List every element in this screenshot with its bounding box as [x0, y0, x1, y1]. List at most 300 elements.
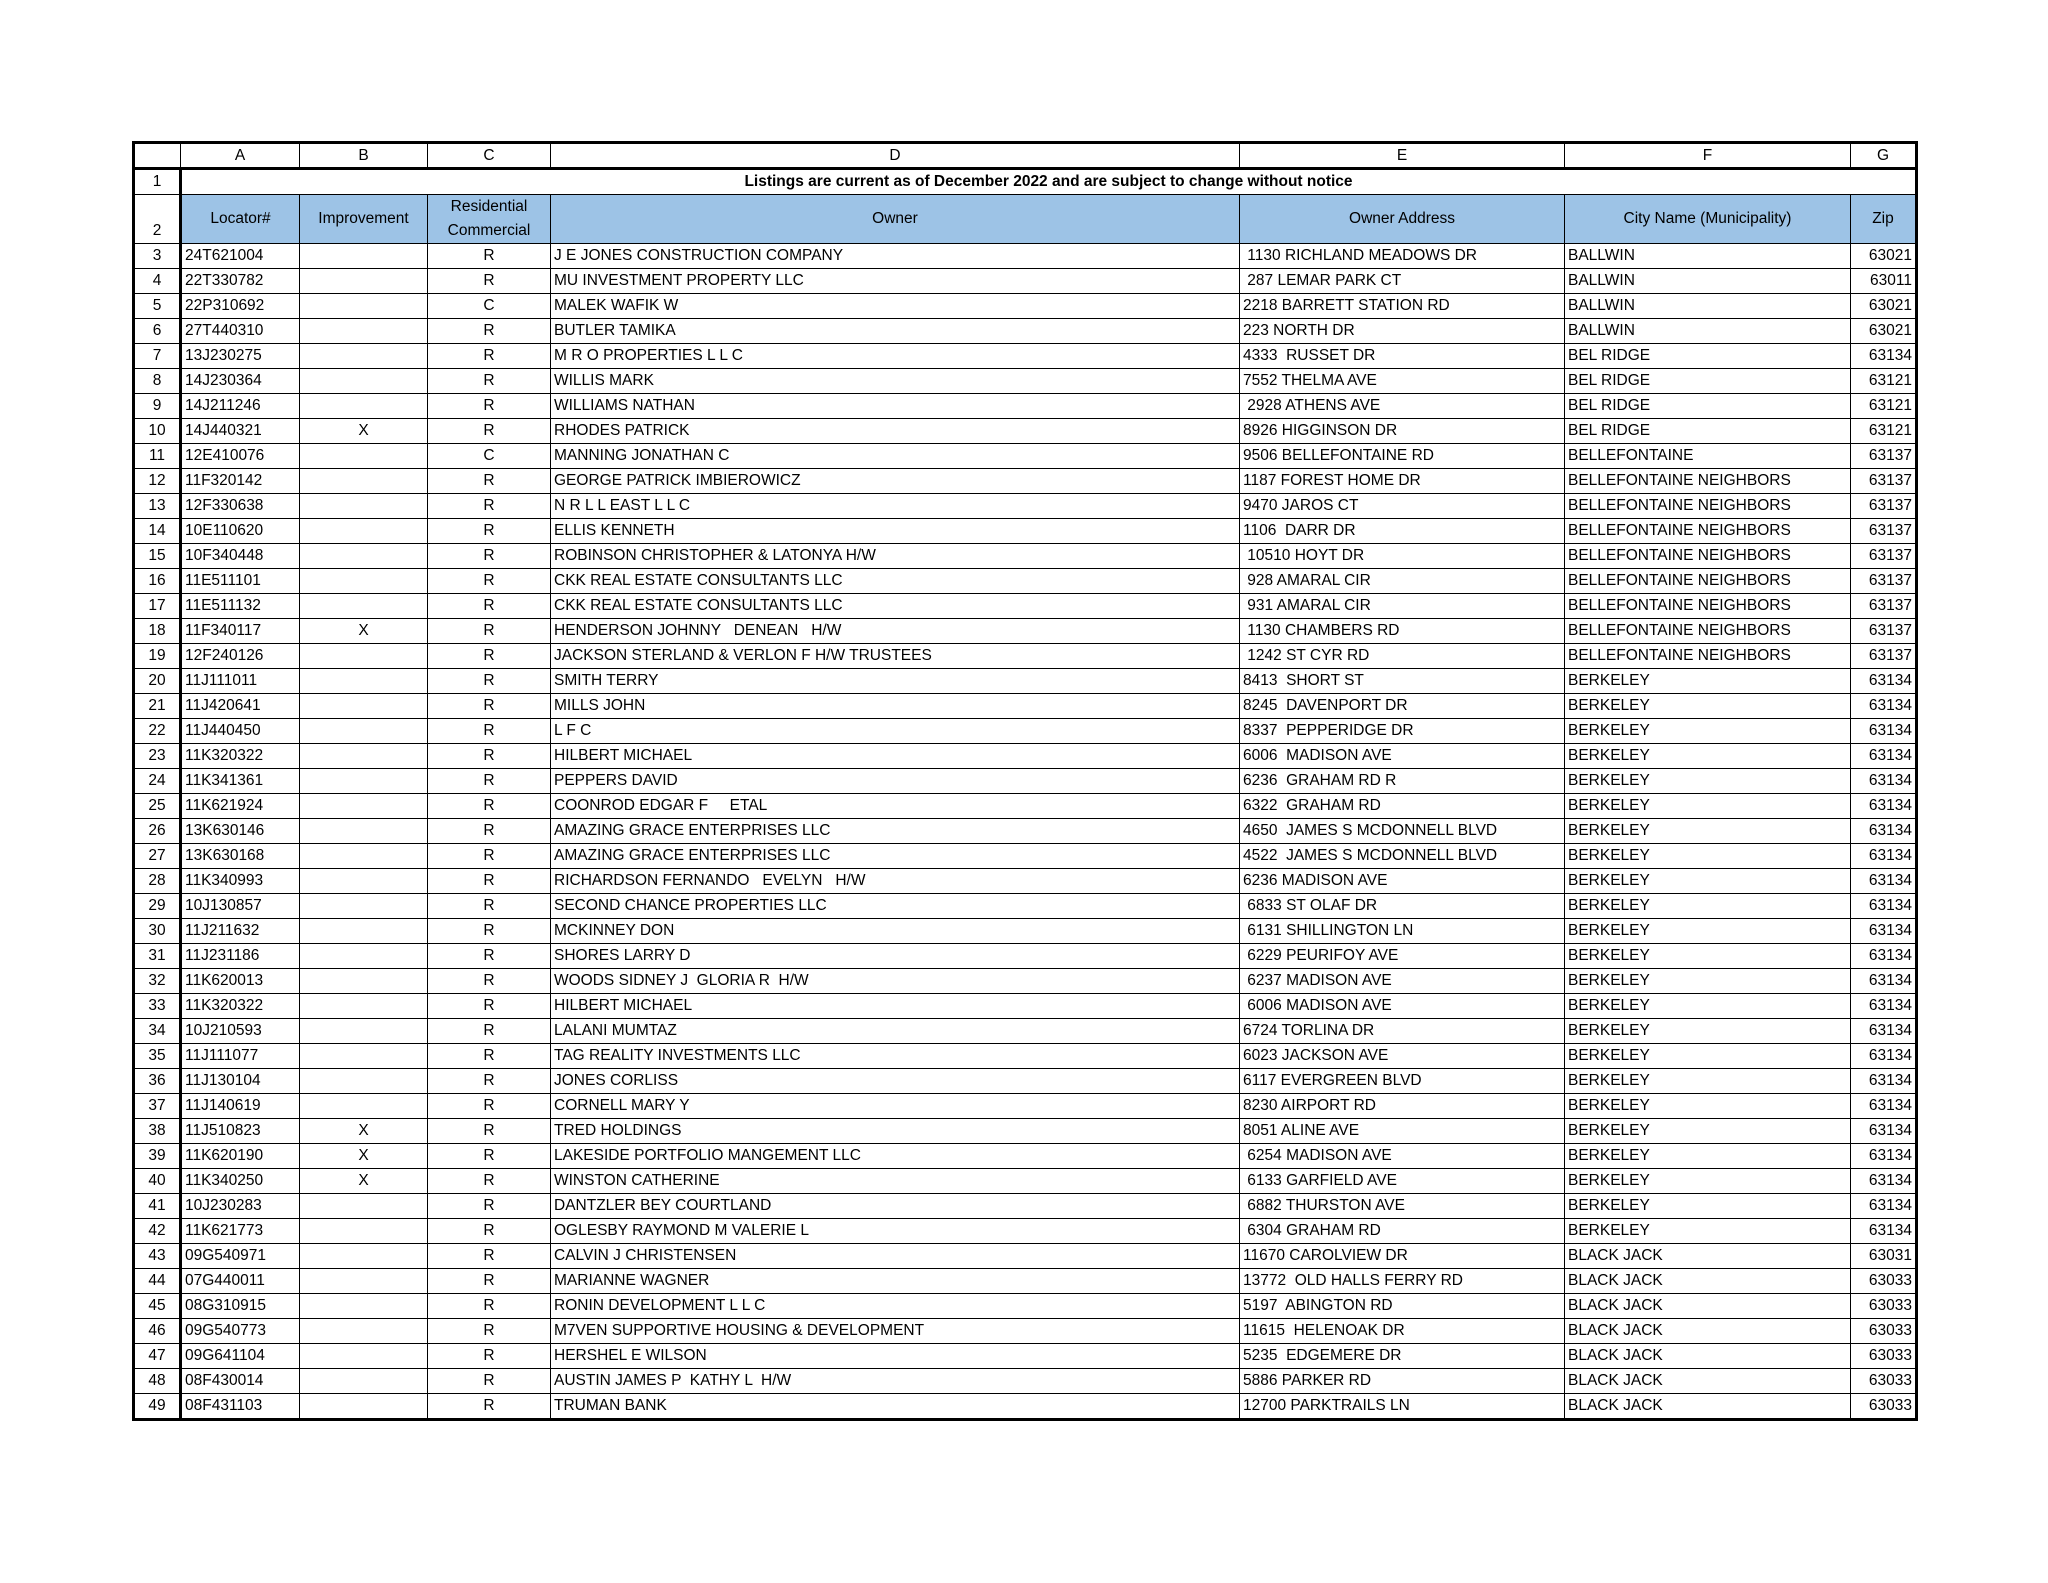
row-number[interactable]: 19: [134, 644, 181, 669]
city-cell[interactable]: BELLEFONTAINE NEIGHBORS: [1565, 594, 1851, 619]
city-cell[interactable]: BERKELEY: [1565, 1019, 1851, 1044]
zip-cell[interactable]: 63134: [1851, 1094, 1917, 1119]
res-com-cell[interactable]: R: [428, 669, 551, 694]
row-number[interactable]: 2: [134, 195, 181, 244]
column-letter-g[interactable]: G: [1851, 143, 1917, 169]
city-cell[interactable]: BERKELEY: [1565, 794, 1851, 819]
owner-address-cell[interactable]: 6006 MADISON AVE: [1240, 744, 1565, 769]
owner-cell[interactable]: SMITH TERRY: [551, 669, 1240, 694]
improvement-cell[interactable]: [300, 694, 428, 719]
row-number[interactable]: 42: [134, 1219, 181, 1244]
header-residential-commercial[interactable]: [428, 195, 551, 244]
city-cell[interactable]: BEL RIDGE: [1565, 369, 1851, 394]
improvement-cell[interactable]: [300, 469, 428, 494]
locator-cell[interactable]: 11J510823: [181, 1119, 300, 1144]
zip-cell[interactable]: 63134: [1851, 719, 1917, 744]
row-number[interactable]: 5: [134, 294, 181, 319]
locator-cell[interactable]: 11J140619: [181, 1094, 300, 1119]
owner-address-cell[interactable]: 6236 MADISON AVE: [1240, 869, 1565, 894]
improvement-cell[interactable]: [300, 1019, 428, 1044]
row-number[interactable]: 12: [134, 469, 181, 494]
improvement-cell[interactable]: [300, 719, 428, 744]
res-com-cell[interactable]: R: [428, 319, 551, 344]
header-owner-address[interactable]: Owner Address: [1240, 195, 1565, 244]
improvement-cell[interactable]: X: [300, 419, 428, 444]
owner-address-cell[interactable]: 8413 SHORT ST: [1240, 669, 1565, 694]
zip-cell[interactable]: 63137: [1851, 569, 1917, 594]
zip-cell[interactable]: 63134: [1851, 769, 1917, 794]
locator-cell[interactable]: 22P310692: [181, 294, 300, 319]
improvement-cell[interactable]: [300, 1094, 428, 1119]
owner-address-cell[interactable]: 9506 BELLEFONTAINE RD: [1240, 444, 1565, 469]
owner-address-cell[interactable]: 9470 JAROS CT: [1240, 494, 1565, 519]
zip-cell[interactable]: 63121: [1851, 419, 1917, 444]
owner-address-cell[interactable]: 12700 PARKTRAILS LN: [1240, 1394, 1565, 1420]
improvement-cell[interactable]: [300, 369, 428, 394]
improvement-cell[interactable]: [300, 494, 428, 519]
owner-cell[interactable]: AMAZING GRACE ENTERPRISES LLC: [551, 819, 1240, 844]
city-cell[interactable]: BERKELEY: [1565, 969, 1851, 994]
city-cell[interactable]: BERKELEY: [1565, 1219, 1851, 1244]
column-letter-d[interactable]: D: [551, 143, 1240, 169]
zip-cell[interactable]: 63021: [1851, 244, 1917, 269]
zip-cell[interactable]: 63033: [1851, 1394, 1917, 1420]
zip-cell[interactable]: 63134: [1851, 1219, 1917, 1244]
owner-cell[interactable]: DANTZLER BEY COURTLAND: [551, 1194, 1240, 1219]
res-com-cell[interactable]: R: [428, 1094, 551, 1119]
zip-cell[interactable]: 63137: [1851, 619, 1917, 644]
row-number[interactable]: 8: [134, 369, 181, 394]
improvement-cell[interactable]: X: [300, 1119, 428, 1144]
city-cell[interactable]: BEL RIDGE: [1565, 419, 1851, 444]
locator-cell[interactable]: 08F431103: [181, 1394, 300, 1420]
res-com-cell[interactable]: R: [428, 1269, 551, 1294]
improvement-cell[interactable]: [300, 994, 428, 1019]
owner-address-cell[interactable]: 8051 ALINE AVE: [1240, 1119, 1565, 1144]
improvement-cell[interactable]: [300, 1394, 428, 1420]
row-number[interactable]: 3: [134, 244, 181, 269]
improvement-cell[interactable]: [300, 1069, 428, 1094]
owner-address-cell[interactable]: 223 NORTH DR: [1240, 319, 1565, 344]
res-com-cell[interactable]: R: [428, 744, 551, 769]
city-cell[interactable]: BALLWIN: [1565, 294, 1851, 319]
owner-address-cell[interactable]: 8926 HIGGINSON DR: [1240, 419, 1565, 444]
owner-cell[interactable]: PEPPERS DAVID: [551, 769, 1240, 794]
row-number[interactable]: 18: [134, 619, 181, 644]
res-com-cell[interactable]: R: [428, 769, 551, 794]
locator-cell[interactable]: 10J130857: [181, 894, 300, 919]
zip-cell[interactable]: 63137: [1851, 444, 1917, 469]
improvement-cell[interactable]: [300, 769, 428, 794]
locator-cell[interactable]: 07G440011: [181, 1269, 300, 1294]
zip-cell[interactable]: 63134: [1851, 1169, 1917, 1194]
zip-cell[interactable]: 63021: [1851, 319, 1917, 344]
owner-cell[interactable]: ELLIS KENNETH: [551, 519, 1240, 544]
owner-cell[interactable]: RHODES PATRICK: [551, 419, 1240, 444]
header-improvement[interactable]: Improvement: [300, 195, 428, 244]
res-com-cell[interactable]: R: [428, 994, 551, 1019]
owner-address-cell[interactable]: 1106 DARR DR: [1240, 519, 1565, 544]
res-com-cell[interactable]: R: [428, 644, 551, 669]
owner-cell[interactable]: J E JONES CONSTRUCTION COMPANY: [551, 244, 1240, 269]
locator-cell[interactable]: 27T440310: [181, 319, 300, 344]
owner-cell[interactable]: ROBINSON CHRISTOPHER & LATONYA H/W: [551, 544, 1240, 569]
city-cell[interactable]: BERKELEY: [1565, 1194, 1851, 1219]
row-number[interactable]: 29: [134, 894, 181, 919]
zip-cell[interactable]: 63033: [1851, 1344, 1917, 1369]
res-com-cell[interactable]: R: [428, 1019, 551, 1044]
row-number[interactable]: 24: [134, 769, 181, 794]
owner-cell[interactable]: MCKINNEY DON: [551, 919, 1240, 944]
owner-cell[interactable]: TAG REALITY INVESTMENTS LLC: [551, 1044, 1240, 1069]
city-cell[interactable]: BALLWIN: [1565, 244, 1851, 269]
improvement-cell[interactable]: [300, 1369, 428, 1394]
zip-cell[interactable]: 63137: [1851, 544, 1917, 569]
locator-cell[interactable]: 09G641104: [181, 1344, 300, 1369]
city-cell[interactable]: BERKELEY: [1565, 744, 1851, 769]
res-com-cell[interactable]: R: [428, 569, 551, 594]
city-cell[interactable]: BALLWIN: [1565, 269, 1851, 294]
locator-cell[interactable]: 10J210593: [181, 1019, 300, 1044]
res-com-cell[interactable]: R: [428, 1344, 551, 1369]
res-com-cell[interactable]: R: [428, 869, 551, 894]
row-number[interactable]: 16: [134, 569, 181, 594]
locator-cell[interactable]: 08F430014: [181, 1369, 300, 1394]
header-locator[interactable]: Locator#: [181, 195, 300, 244]
zip-cell[interactable]: 63134: [1851, 344, 1917, 369]
row-number[interactable]: 17: [134, 594, 181, 619]
res-com-cell[interactable]: R: [428, 344, 551, 369]
improvement-cell[interactable]: [300, 744, 428, 769]
zip-cell[interactable]: 63137: [1851, 469, 1917, 494]
owner-address-cell[interactable]: 5197 ABINGTON RD: [1240, 1294, 1565, 1319]
res-com-cell[interactable]: R: [428, 944, 551, 969]
owner-address-cell[interactable]: 6023 JACKSON AVE: [1240, 1044, 1565, 1069]
row-number[interactable]: 40: [134, 1169, 181, 1194]
locator-cell[interactable]: 10F340448: [181, 544, 300, 569]
res-com-cell[interactable]: R: [428, 1369, 551, 1394]
owner-cell[interactable]: M R O PROPERTIES L L C: [551, 344, 1240, 369]
city-cell[interactable]: BALLWIN: [1565, 319, 1851, 344]
owner-cell[interactable]: AMAZING GRACE ENTERPRISES LLC: [551, 844, 1240, 869]
city-cell[interactable]: BLACK JACK: [1565, 1394, 1851, 1420]
owner-address-cell[interactable]: 10510 HOYT DR: [1240, 544, 1565, 569]
city-cell[interactable]: BERKELEY: [1565, 1119, 1851, 1144]
improvement-cell[interactable]: [300, 1044, 428, 1069]
city-cell[interactable]: BLACK JACK: [1565, 1344, 1851, 1369]
locator-cell[interactable]: 11K320322: [181, 744, 300, 769]
owner-address-cell[interactable]: 287 LEMAR PARK CT: [1240, 269, 1565, 294]
improvement-cell[interactable]: [300, 269, 428, 294]
owner-cell[interactable]: SHORES LARRY D: [551, 944, 1240, 969]
city-cell[interactable]: BELLEFONTAINE NEIGHBORS: [1565, 469, 1851, 494]
locator-cell[interactable]: 12F240126: [181, 644, 300, 669]
improvement-cell[interactable]: X: [300, 1169, 428, 1194]
owner-address-cell[interactable]: 1187 FOREST HOME DR: [1240, 469, 1565, 494]
owner-cell[interactable]: MU INVESTMENT PROPERTY LLC: [551, 269, 1240, 294]
improvement-cell[interactable]: [300, 544, 428, 569]
owner-address-cell[interactable]: 4333 RUSSET DR: [1240, 344, 1565, 369]
owner-cell[interactable]: MANNING JONATHAN C: [551, 444, 1240, 469]
row-number[interactable]: 36: [134, 1069, 181, 1094]
owner-address-cell[interactable]: 6237 MADISON AVE: [1240, 969, 1565, 994]
improvement-cell[interactable]: [300, 944, 428, 969]
res-com-cell[interactable]: R: [428, 594, 551, 619]
zip-cell[interactable]: 63033: [1851, 1269, 1917, 1294]
row-number[interactable]: 38: [134, 1119, 181, 1144]
zip-cell[interactable]: 63134: [1851, 1194, 1917, 1219]
owner-cell[interactable]: HILBERT MICHAEL: [551, 994, 1240, 1019]
locator-cell[interactable]: 13K630168: [181, 844, 300, 869]
city-cell[interactable]: BERKELEY: [1565, 844, 1851, 869]
owner-cell[interactable]: MALEK WAFIK W: [551, 294, 1240, 319]
owner-cell[interactable]: M7VEN SUPPORTIVE HOUSING & DEVELOPMENT: [551, 1319, 1240, 1344]
zip-cell[interactable]: 63134: [1851, 1119, 1917, 1144]
owner-address-cell[interactable]: 6229 PEURIFOY AVE: [1240, 944, 1565, 969]
res-com-cell[interactable]: R: [428, 369, 551, 394]
zip-cell[interactable]: 63134: [1851, 794, 1917, 819]
locator-cell[interactable]: 11K621773: [181, 1219, 300, 1244]
locator-cell[interactable]: 11K620190: [181, 1144, 300, 1169]
improvement-cell[interactable]: [300, 969, 428, 994]
zip-cell[interactable]: 63134: [1851, 944, 1917, 969]
res-com-cell[interactable]: R: [428, 969, 551, 994]
owner-address-cell[interactable]: 6724 TORLINA DR: [1240, 1019, 1565, 1044]
row-number[interactable]: 31: [134, 944, 181, 969]
owner-address-cell[interactable]: 5886 PARKER RD: [1240, 1369, 1565, 1394]
improvement-cell[interactable]: X: [300, 1144, 428, 1169]
city-cell[interactable]: BERKELEY: [1565, 1144, 1851, 1169]
row-number[interactable]: 43: [134, 1244, 181, 1269]
owner-cell[interactable]: TRED HOLDINGS: [551, 1119, 1240, 1144]
owner-address-cell[interactable]: 6131 SHILLINGTON LN: [1240, 919, 1565, 944]
city-cell[interactable]: BEL RIDGE: [1565, 344, 1851, 369]
zip-cell[interactable]: 63134: [1851, 969, 1917, 994]
column-letter-e[interactable]: E: [1240, 143, 1565, 169]
improvement-cell[interactable]: [300, 1219, 428, 1244]
owner-address-cell[interactable]: 6254 MADISON AVE: [1240, 1144, 1565, 1169]
row-number[interactable]: 37: [134, 1094, 181, 1119]
res-com-cell[interactable]: C: [428, 294, 551, 319]
res-com-cell[interactable]: R: [428, 1194, 551, 1219]
row-number[interactable]: 33: [134, 994, 181, 1019]
city-cell[interactable]: BERKELEY: [1565, 919, 1851, 944]
owner-cell[interactable]: GEORGE PATRICK IMBIEROWICZ: [551, 469, 1240, 494]
zip-cell[interactable]: 63134: [1851, 1044, 1917, 1069]
row-number[interactable]: 47: [134, 1344, 181, 1369]
zip-cell[interactable]: 63134: [1851, 994, 1917, 1019]
res-com-cell[interactable]: R: [428, 1319, 551, 1344]
improvement-cell[interactable]: [300, 844, 428, 869]
city-cell[interactable]: BLACK JACK: [1565, 1269, 1851, 1294]
row-number[interactable]: 9: [134, 394, 181, 419]
city-cell[interactable]: BELLEFONTAINE NEIGHBORS: [1565, 494, 1851, 519]
owner-cell[interactable]: HENDERSON JOHNNY DENEAN H/W: [551, 619, 1240, 644]
city-cell[interactable]: BERKELEY: [1565, 669, 1851, 694]
locator-cell[interactable]: 13J230275: [181, 344, 300, 369]
zip-cell[interactable]: 63137: [1851, 594, 1917, 619]
city-cell[interactable]: BERKELEY: [1565, 994, 1851, 1019]
locator-cell[interactable]: 11F340117: [181, 619, 300, 644]
notice-title[interactable]: Listings are current as of December 2022 and are subject to change without notice: [181, 169, 1917, 195]
city-cell[interactable]: BERKELEY: [1565, 1169, 1851, 1194]
owner-cell[interactable]: COONROD EDGAR F ETAL: [551, 794, 1240, 819]
locator-cell[interactable]: 11K621924: [181, 794, 300, 819]
owner-address-cell[interactable]: 6882 THURSTON AVE: [1240, 1194, 1565, 1219]
locator-cell[interactable]: 10J230283: [181, 1194, 300, 1219]
row-number[interactable]: 25: [134, 794, 181, 819]
zip-cell[interactable]: 63121: [1851, 369, 1917, 394]
locator-cell[interactable]: 11J420641: [181, 694, 300, 719]
locator-cell[interactable]: 12F330638: [181, 494, 300, 519]
locator-cell[interactable]: 22T330782: [181, 269, 300, 294]
res-com-cell[interactable]: R: [428, 1219, 551, 1244]
row-number[interactable]: 39: [134, 1144, 181, 1169]
locator-cell[interactable]: 11J211632: [181, 919, 300, 944]
city-cell[interactable]: BELLEFONTAINE NEIGHBORS: [1565, 544, 1851, 569]
zip-cell[interactable]: 63134: [1851, 744, 1917, 769]
owner-cell[interactable]: L F C: [551, 719, 1240, 744]
zip-cell[interactable]: 63033: [1851, 1369, 1917, 1394]
locator-cell[interactable]: 11K320322: [181, 994, 300, 1019]
locator-cell[interactable]: 11J231186: [181, 944, 300, 969]
locator-cell[interactable]: 11K340993: [181, 869, 300, 894]
row-number[interactable]: 13: [134, 494, 181, 519]
locator-cell[interactable]: 11J111077: [181, 1044, 300, 1069]
locator-cell[interactable]: 11J130104: [181, 1069, 300, 1094]
improvement-cell[interactable]: [300, 519, 428, 544]
owner-address-cell[interactable]: 13772 OLD HALLS FERRY RD: [1240, 1269, 1565, 1294]
zip-cell[interactable]: 63021: [1851, 294, 1917, 319]
zip-cell[interactable]: 63134: [1851, 669, 1917, 694]
row-number[interactable]: 15: [134, 544, 181, 569]
owner-address-cell[interactable]: 8230 AIRPORT RD: [1240, 1094, 1565, 1119]
owner-cell[interactable]: WINSTON CATHERINE: [551, 1169, 1240, 1194]
improvement-cell[interactable]: [300, 869, 428, 894]
header-city[interactable]: City Name (Municipality): [1565, 195, 1851, 244]
owner-address-cell[interactable]: 7552 THELMA AVE: [1240, 369, 1565, 394]
improvement-cell[interactable]: [300, 669, 428, 694]
locator-cell[interactable]: 14J211246: [181, 394, 300, 419]
owner-address-cell[interactable]: 931 AMARAL CIR: [1240, 594, 1565, 619]
locator-cell[interactable]: 10E110620: [181, 519, 300, 544]
locator-cell[interactable]: 11J440450: [181, 719, 300, 744]
locator-cell[interactable]: 11K341361: [181, 769, 300, 794]
city-cell[interactable]: BERKELEY: [1565, 1094, 1851, 1119]
owner-address-cell[interactable]: 1130 RICHLAND MEADOWS DR: [1240, 244, 1565, 269]
zip-cell[interactable]: 63033: [1851, 1294, 1917, 1319]
res-com-cell[interactable]: R: [428, 1394, 551, 1420]
res-com-cell[interactable]: R: [428, 394, 551, 419]
owner-cell[interactable]: CKK REAL ESTATE CONSULTANTS LLC: [551, 569, 1240, 594]
locator-cell[interactable]: 14J230364: [181, 369, 300, 394]
improvement-cell[interactable]: [300, 1194, 428, 1219]
improvement-cell[interactable]: [300, 1294, 428, 1319]
owner-cell[interactable]: N R L L EAST L L C: [551, 494, 1240, 519]
row-number[interactable]: 49: [134, 1394, 181, 1420]
city-cell[interactable]: BLACK JACK: [1565, 1294, 1851, 1319]
zip-cell[interactable]: 63134: [1851, 819, 1917, 844]
improvement-cell[interactable]: [300, 819, 428, 844]
row-number[interactable]: 27: [134, 844, 181, 869]
improvement-cell[interactable]: X: [300, 619, 428, 644]
locator-cell[interactable]: 11E511132: [181, 594, 300, 619]
owner-address-cell[interactable]: 4522 JAMES S MCDONNELL BLVD: [1240, 844, 1565, 869]
owner-cell[interactable]: CALVIN J CHRISTENSEN: [551, 1244, 1240, 1269]
owner-address-cell[interactable]: 5235 EDGEMERE DR: [1240, 1344, 1565, 1369]
owner-cell[interactable]: OGLESBY RAYMOND M VALERIE L: [551, 1219, 1240, 1244]
improvement-cell[interactable]: [300, 644, 428, 669]
owner-cell[interactable]: MILLS JOHN: [551, 694, 1240, 719]
row-number[interactable]: 21: [134, 694, 181, 719]
city-cell[interactable]: BEL RIDGE: [1565, 394, 1851, 419]
row-number[interactable]: 1: [134, 169, 181, 195]
row-number[interactable]: 6: [134, 319, 181, 344]
zip-cell[interactable]: 63134: [1851, 1069, 1917, 1094]
res-com-cell[interactable]: R: [428, 469, 551, 494]
res-com-cell[interactable]: R: [428, 1069, 551, 1094]
city-cell[interactable]: BELLEFONTAINE: [1565, 444, 1851, 469]
res-com-cell[interactable]: R: [428, 819, 551, 844]
zip-cell[interactable]: 63134: [1851, 869, 1917, 894]
res-com-cell[interactable]: R: [428, 269, 551, 294]
improvement-cell[interactable]: [300, 244, 428, 269]
zip-cell[interactable]: 63033: [1851, 1319, 1917, 1344]
improvement-cell[interactable]: [300, 919, 428, 944]
improvement-cell[interactable]: [300, 1244, 428, 1269]
city-cell[interactable]: BERKELEY: [1565, 769, 1851, 794]
res-com-cell[interactable]: R: [428, 919, 551, 944]
zip-cell[interactable]: 63031: [1851, 1244, 1917, 1269]
owner-address-cell[interactable]: 6322 GRAHAM RD: [1240, 794, 1565, 819]
row-number[interactable]: 44: [134, 1269, 181, 1294]
city-cell[interactable]: BELLEFONTAINE NEIGHBORS: [1565, 519, 1851, 544]
res-com-cell[interactable]: R: [428, 1244, 551, 1269]
zip-cell[interactable]: 63137: [1851, 494, 1917, 519]
row-number[interactable]: 32: [134, 969, 181, 994]
res-com-cell[interactable]: R: [428, 244, 551, 269]
owner-address-cell[interactable]: 1242 ST CYR RD: [1240, 644, 1565, 669]
row-number[interactable]: 4: [134, 269, 181, 294]
improvement-cell[interactable]: [300, 444, 428, 469]
row-number[interactable]: 35: [134, 1044, 181, 1069]
zip-cell[interactable]: 63134: [1851, 1144, 1917, 1169]
city-cell[interactable]: BLACK JACK: [1565, 1369, 1851, 1394]
owner-cell[interactable]: WILLIS MARK: [551, 369, 1240, 394]
city-cell[interactable]: BERKELEY: [1565, 944, 1851, 969]
res-com-cell[interactable]: R: [428, 894, 551, 919]
city-cell[interactable]: BERKELEY: [1565, 719, 1851, 744]
res-com-cell[interactable]: R: [428, 1169, 551, 1194]
res-com-cell[interactable]: R: [428, 519, 551, 544]
owner-cell[interactable]: CKK REAL ESTATE CONSULTANTS LLC: [551, 594, 1240, 619]
owner-cell[interactable]: JONES CORLISS: [551, 1069, 1240, 1094]
owner-address-cell[interactable]: 1130 CHAMBERS RD: [1240, 619, 1565, 644]
owner-address-cell[interactable]: 6833 ST OLAF DR: [1240, 894, 1565, 919]
owner-cell[interactable]: WOODS SIDNEY J GLORIA R H/W: [551, 969, 1240, 994]
city-cell[interactable]: BERKELEY: [1565, 819, 1851, 844]
res-com-cell[interactable]: R: [428, 419, 551, 444]
city-cell[interactable]: BELLEFONTAINE NEIGHBORS: [1565, 619, 1851, 644]
owner-address-cell[interactable]: 4650 JAMES S MCDONNELL BLVD: [1240, 819, 1565, 844]
res-com-cell[interactable]: R: [428, 1144, 551, 1169]
row-number[interactable]: 22: [134, 719, 181, 744]
res-com-cell[interactable]: R: [428, 619, 551, 644]
city-cell[interactable]: BERKELEY: [1565, 1069, 1851, 1094]
column-letter-b[interactable]: B: [300, 143, 428, 169]
owner-cell[interactable]: HILBERT MICHAEL: [551, 744, 1240, 769]
row-number[interactable]: 45: [134, 1294, 181, 1319]
